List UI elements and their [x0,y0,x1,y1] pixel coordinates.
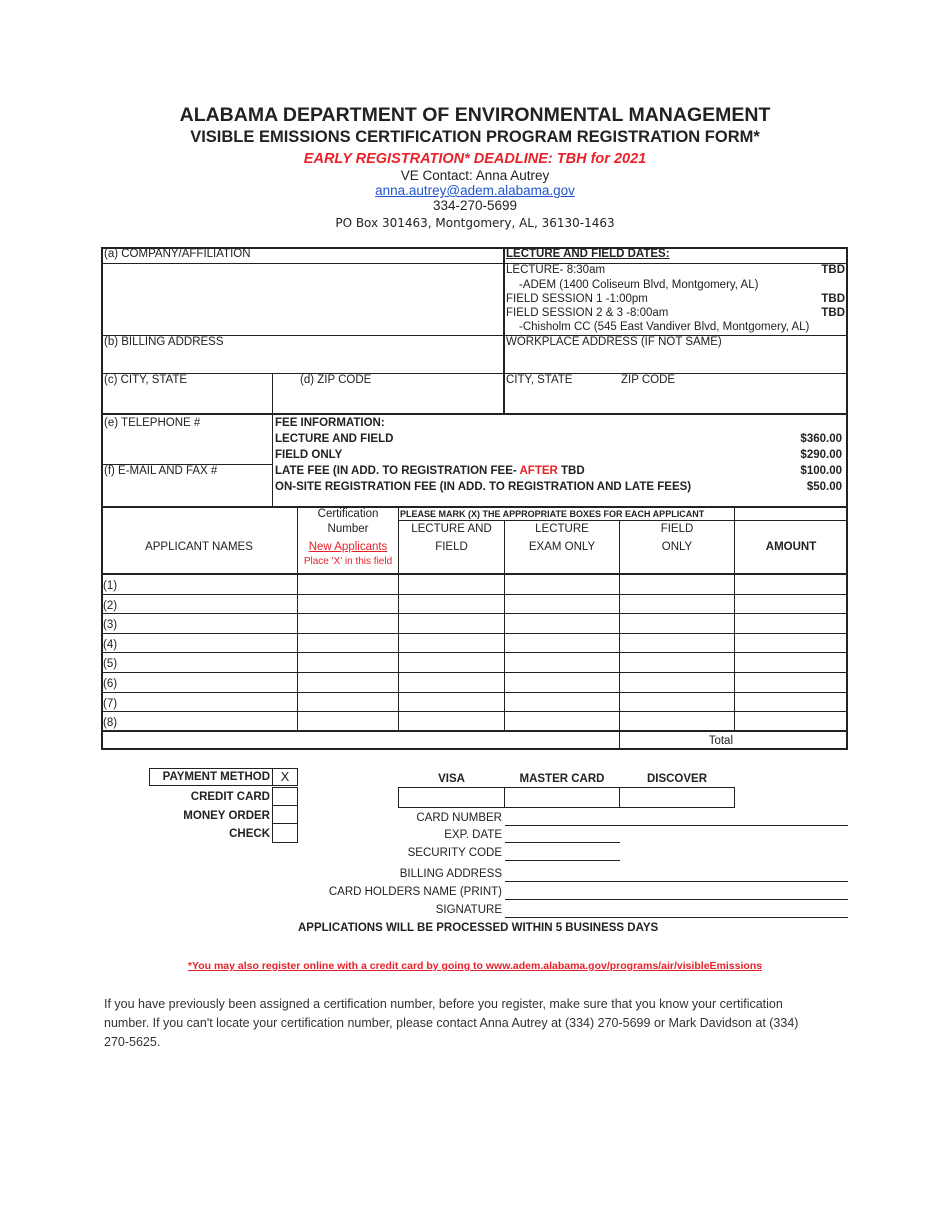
money-order-checkbox[interactable] [272,805,298,824]
card-number-field[interactable] [505,825,848,826]
applicant-cell[interactable] [505,673,619,691]
card-number-label: CARD NUMBER [416,812,502,824]
applicant-name-field[interactable] [103,634,297,652]
applicant-cell[interactable] [505,634,619,652]
applicant-name-field[interactable] [103,712,297,730]
security-code-field[interactable] [505,860,620,861]
security-code-label: SECURITY CODE [407,847,502,859]
applicant-cell[interactable] [505,614,619,632]
applicant-cell[interactable] [620,614,734,632]
header-split-line [399,520,847,521]
fee-lecture-field-label: LECTURE AND FIELD [275,433,394,445]
col-cert-line2: Number [327,523,369,535]
row-number: (1) [103,580,118,592]
row-number: (7) [103,697,118,710]
row-line [101,692,848,693]
credit-card-label: CREDIT CARD [190,791,270,803]
row-number: (2) [103,599,118,612]
fee-lecture-field-amount: $360.00 [800,433,842,445]
workplace-address-label: WORKPLACE ADDRESS (IF NOT SAME) [506,336,722,348]
total-amount-field[interactable] [735,732,845,748]
zip-code-label: (d) ZIP CODE [300,374,372,386]
online-registration-link[interactable]: *You may also register online with a credit card by going to www.adem.alabama.gov/programs/air/visibleEmissions [187,960,763,972]
applicant-name-field[interactable] [103,575,297,593]
applicant-cell[interactable] [620,712,734,730]
discover-checkbox[interactable] [619,787,735,808]
applicant-cell[interactable] [399,673,504,691]
field-location: -Chisholm CC (545 East Vandiver Blvd, Montgomery, AL) [519,321,810,333]
company-label: (a) COMPANY/AFFILIATION [104,248,251,260]
form-title: VISIBLE EMISSIONS CERTIFICATION PROGRAM REGISTRATION FORM* [190,128,760,146]
late-fee-amount: $100.00 [800,465,842,477]
applicant-cell[interactable] [735,653,845,671]
billing-address-label: (b) BILLING ADDRESS [104,336,224,348]
applicant-name-field[interactable] [103,653,297,671]
applicant-cell[interactable] [399,614,504,632]
col-lecture-exam-line1: LECTURE [535,523,589,535]
mailing-address: PO Box 301463, Montgomery, AL, 36130-1463 [335,216,615,230]
row-line [101,633,848,634]
late-fee-after: AFTER [519,465,558,477]
applicant-cell[interactable] [298,712,398,730]
processing-note: APPLICATIONS WILL BE PROCESSED WITHIN 5 BUSINESS DAYS [298,922,659,934]
col-lecture-exam-line2: EXAM ONLY [528,541,596,553]
applicant-cell[interactable] [620,575,734,593]
onsite-fee-label: ON-SITE REGISTRATION FEE (IN ADD. TO REGISTRATION AND LATE FEES) [275,481,692,493]
row-line [101,672,848,673]
applicant-name-field[interactable] [103,614,297,632]
discover-label: DISCOVER [646,773,708,785]
place-x-note: Place 'X' in this field [303,556,393,567]
email-fax-label: (f) E-MAIL AND FAX # [104,465,218,477]
col-cert-line1: Certification [317,508,379,520]
applicant-cell[interactable] [620,595,734,613]
applicant-cell[interactable] [298,575,398,593]
applicant-cell[interactable] [298,653,398,671]
payment-method-label: PAYMENT METHOD [162,771,270,783]
visa-label: VISA [438,773,465,785]
applicant-cell[interactable] [735,595,845,613]
card-billing-address-field[interactable] [505,881,848,882]
form-right-border [846,247,848,750]
applicant-cell[interactable] [399,653,504,671]
row-number: (4) [103,638,118,651]
form-bottom-border [101,748,848,750]
row-line [101,413,848,415]
applicant-cell[interactable] [505,693,619,711]
workplace-city-label: CITY, STATE [506,374,573,386]
city-state-label: (c) CITY, STATE [104,374,188,386]
signature-field[interactable] [505,917,848,918]
col-field-only-line1: FIELD [660,523,694,535]
col-lecture-field-line1: LECTURE AND [411,523,492,535]
row-number: (5) [103,658,118,671]
row-line [101,373,848,374]
applicant-cell[interactable] [620,693,734,711]
applicant-cell[interactable] [735,712,845,730]
card-billing-address-label: BILLING ADDRESS [399,868,502,880]
applicant-cell[interactable] [399,634,504,652]
telephone-label: (e) TELEPHONE # [104,417,201,429]
check-checkbox[interactable] [272,823,298,843]
applicant-cell[interactable] [298,595,398,613]
row-line [101,711,848,712]
total-label: Total [708,735,733,747]
form-middle-divider [503,247,505,414]
row-number: (6) [103,678,118,690]
applicant-cell[interactable] [298,634,398,652]
signature-label: SIGNATURE [435,904,502,916]
onsite-fee-amount: $50.00 [806,481,842,493]
applicant-name-field[interactable] [103,595,297,613]
row-line [101,652,848,653]
card-holder-name-label: CARD HOLDERS NAME (PRINT) [328,886,502,898]
lecture-date: TBD [821,264,845,276]
applicant-cell[interactable] [735,693,845,711]
contact-phone: 334-270-5699 [432,198,518,213]
late-fee-text: LATE FEE (IN ADD. TO REGISTRATION FEE- [275,465,520,477]
late-fee-label [275,465,585,477]
late-fee-tbd: TBD [557,465,585,477]
applicant-cell[interactable] [620,634,734,652]
applicant-cell[interactable] [399,595,504,613]
row-line [101,506,848,508]
col-field-only-line2: ONLY [661,541,693,553]
applicant-cell[interactable] [735,575,845,593]
dates-title: LECTURE AND FIELD DATES: [506,248,670,260]
new-applicants-note: New Applicants [308,541,388,553]
payment-method-x: X [280,769,290,784]
visa-checkbox[interactable] [398,787,505,808]
applicant-cell[interactable] [298,673,398,691]
applicant-cell[interactable] [399,575,504,593]
applicant-cell[interactable] [399,693,504,711]
applicant-cell[interactable] [735,673,845,691]
applicant-cell[interactable] [735,614,845,632]
lecture-time: LECTURE- 8:30am [506,264,606,276]
certification-note: If you have previously been assigned a certification number, before you register, make sure that you know your certification number. If you can't locate your certification number, please contact Anna Autrey at (334) 270-5699 or Mark Davidson at (334) 270-5625. [104,997,799,1049]
field-session-2-3: FIELD SESSION 2 & 3 -8:00am [506,307,669,319]
row-number: (3) [103,619,118,632]
fee-field-only-label: FIELD ONLY [275,449,343,461]
col-applicant-names: APPLICANT NAMES [145,541,253,553]
contact-name: VE Contact: Anna Autrey [400,168,550,183]
col-line [272,373,273,507]
workplace-zip-label: ZIP CODE [621,374,676,386]
deadline-text: EARLY REGISTRATION* DEADLINE: TBH for 2021 [303,151,647,167]
applicant-cell[interactable] [505,712,619,730]
exp-date-label: EXP. DATE [444,829,502,841]
applicant-cell[interactable] [505,595,619,613]
applicant-cell[interactable] [735,634,845,652]
card-holder-name-field[interactable] [505,899,848,900]
col-lecture-field-line2: FIELD [435,541,468,553]
applicant-cell[interactable] [298,614,398,632]
company-input[interactable] [103,264,502,334]
applicant-name-field[interactable] [103,673,297,691]
row-number: (8) [103,717,118,730]
field-session-2-3-date: TBD [821,307,845,319]
money-order-label: MONEY ORDER [183,810,270,822]
master-card-checkbox[interactable] [504,787,620,808]
applicant-cell[interactable] [620,653,734,671]
row-line [101,594,848,595]
col-amount: AMOUNT [765,541,817,553]
lecture-location: -ADEM (1400 Coliseum Blvd, Montgomery, AL) [519,279,759,291]
applicant-cell[interactable] [505,653,619,671]
credit-card-checkbox[interactable] [272,787,298,806]
contact-email-link[interactable]: anna.autrey@adem.alabama.gov [375,183,575,198]
department-title: ALABAMA DEPARTMENT OF ENVIRONMENTAL MANAGEMENT [179,104,771,126]
fee-field-only-amount: $290.00 [800,449,842,461]
fee-info-title: FEE INFORMATION: [275,417,385,429]
field-session-1: FIELD SESSION 1 -1:00pm [506,293,648,305]
applicant-cell[interactable] [399,712,504,730]
applicant-cell[interactable] [298,693,398,711]
check-label: CHECK [229,828,270,840]
field-session-1-date: TBD [821,293,845,305]
exp-date-field[interactable] [505,842,620,843]
applicant-cell[interactable] [620,673,734,691]
applicant-instruction: PLEASE MARK (X) THE APPROPRIATE BOXES FOR EACH APPLICANT [400,509,705,519]
master-card-label: MASTER CARD [519,773,605,785]
row-line [101,613,848,614]
applicant-name-field[interactable] [103,693,297,711]
applicant-cell[interactable] [505,575,619,593]
